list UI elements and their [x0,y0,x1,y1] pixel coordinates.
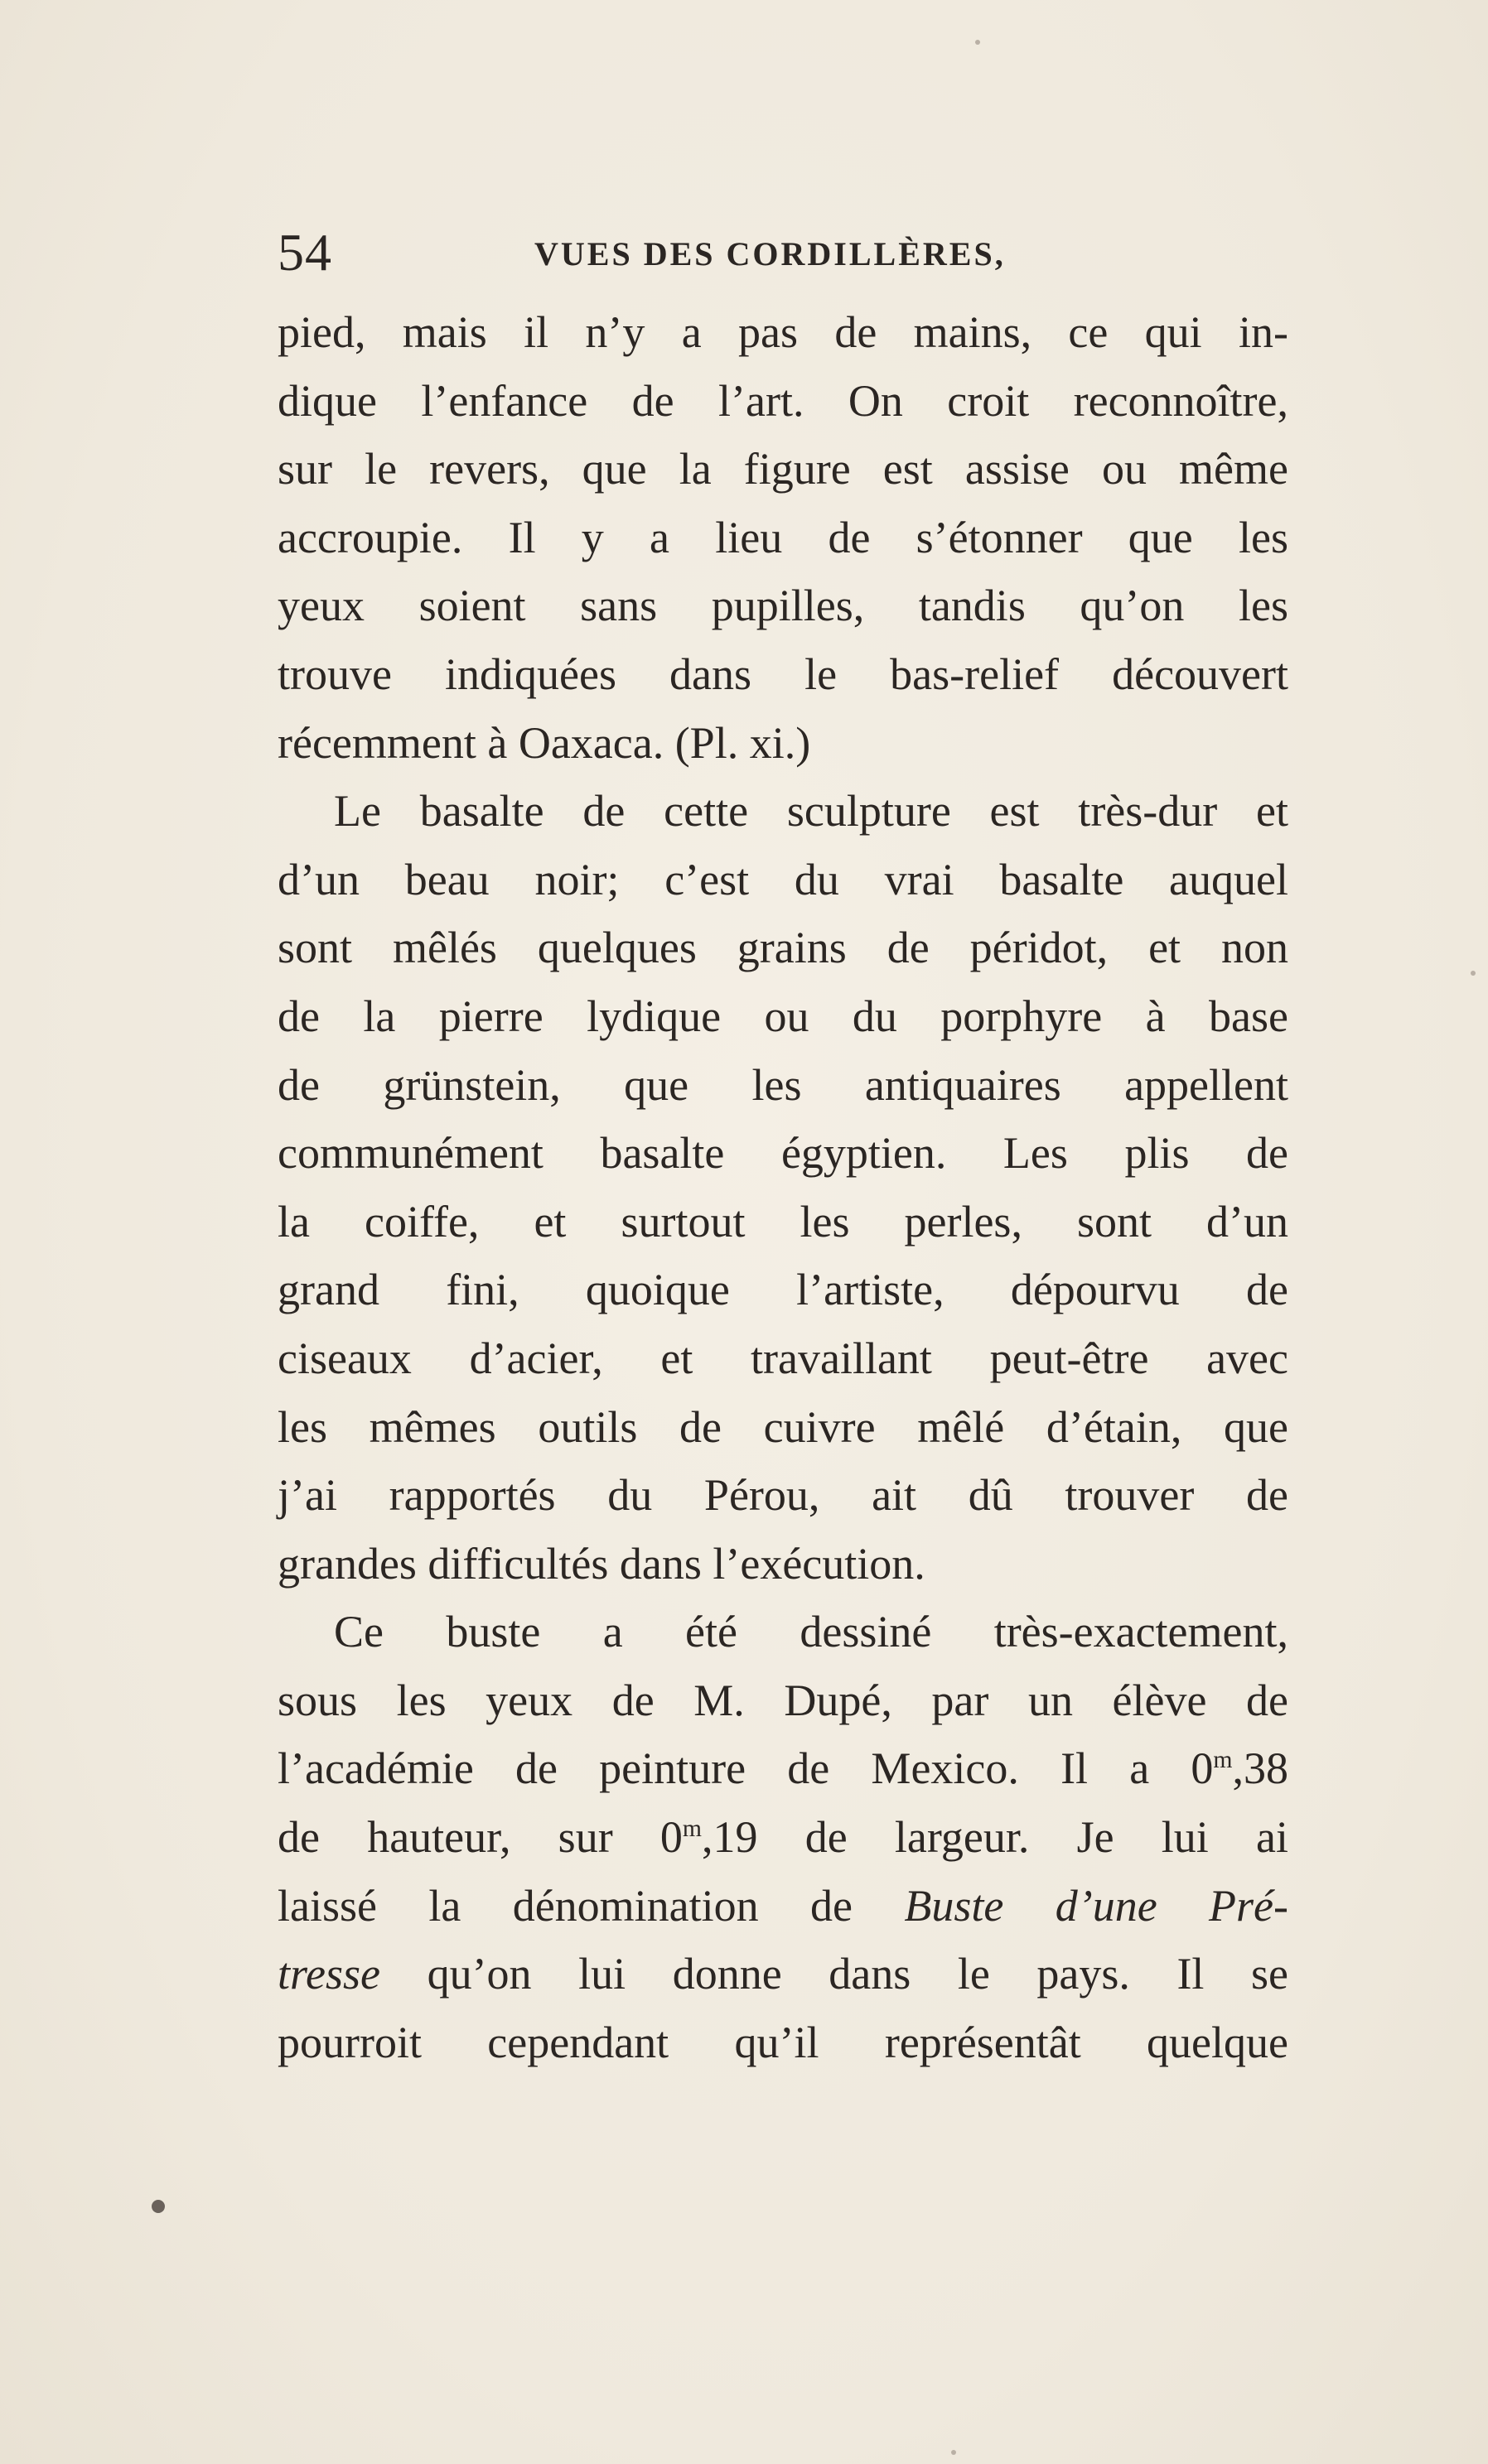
text-line: récemment à Oaxaca. (Pl. xi.) [278,717,811,768]
running-head: VUES DES CORDILLÈRES, [534,235,1006,272]
text-line: grand fini, quoique l’artiste, dépourvu de [278,1265,1288,1315]
text-line: la coiffe, et surtout les perles, sont d’un [278,1196,1288,1246]
page-header [278,219,1040,286]
text-fragment: l’académie de peinture de Mexico. Il a 0 [278,1743,1214,1794]
text-line: yeux soient sans pupilles, tandis qu’on les [278,581,1288,631]
text-line: de la pierre lydique ou du porphyre à base [278,991,1288,1041]
text-line: pied, mais il n’y a pas de mains, ce qui in- [278,307,1288,357]
text-line: sous les yeux de M. Dupé, par un élève de [278,1675,1288,1725]
text-fragment: ,38 [1232,1743,1288,1794]
text-line: sur le revers, que la figure est assise ou même [278,444,1288,494]
page-number: 54 [278,223,332,282]
text-line: ciseaux d’acier, et travaillant peut-être avec [278,1333,1288,1383]
ink-dot [152,2200,165,2213]
text-line: accroupie. Il y a lieu de s’étonner que les [278,512,1288,562]
text-line: pourroit cependant qu’il représentât quelque [278,2017,1288,2067]
text-line [278,1803,1288,1872]
text-fragment: ,19 de largeur. Je lui ai [702,1812,1288,1863]
text-line: Ce buste a été dessiné très-exactement, [334,1607,1288,1657]
text-line: j’ai rapportés du Pérou, ait dû trouver de [278,1470,1288,1521]
text-line: de grünstein, que les antiquaires appellent [278,1059,1288,1110]
text-line: d’un beau noir; c’est du vrai basalte auquel [278,854,1288,904]
text-fragment: qu’on lui donne dans le pays. Il se [379,1949,1288,1999]
text-line [278,1734,1288,1803]
text-fragment: de hauteur, sur 0 [278,1812,683,1863]
text-line: les mêmes outils de cuivre mêlé d’étain, que [278,1401,1288,1452]
text-line: trouve indiquées dans le bas-relief découvert [278,649,1288,699]
text-line: Le basalte de cette sculpture est très-dur et [334,786,1288,837]
body-text [278,298,1288,2076]
text-line: communément basalte égyptien. Les plis de [278,1128,1288,1179]
text-line: dique l’enfance de l’art. On croit reconnoître, [278,375,1288,426]
text-fragment: laissé la dénomination de [278,1880,905,1931]
text-line: sont mêlés quelques grains de péridot, et non [278,923,1288,973]
italic-text: Buste d’une Pré- [904,1880,1289,1931]
text-line: grandes difficultés dans l’exécution. [278,1538,925,1589]
italic-text: tresse [278,1949,380,1999]
text-line [278,1872,1288,1941]
paper-speck [951,2450,956,2455]
paper-speck [975,40,980,45]
superscript: m [1213,1747,1233,1774]
superscript: m [682,1815,702,1843]
text-line [278,1940,1288,2008]
paper-speck [1471,971,1476,976]
